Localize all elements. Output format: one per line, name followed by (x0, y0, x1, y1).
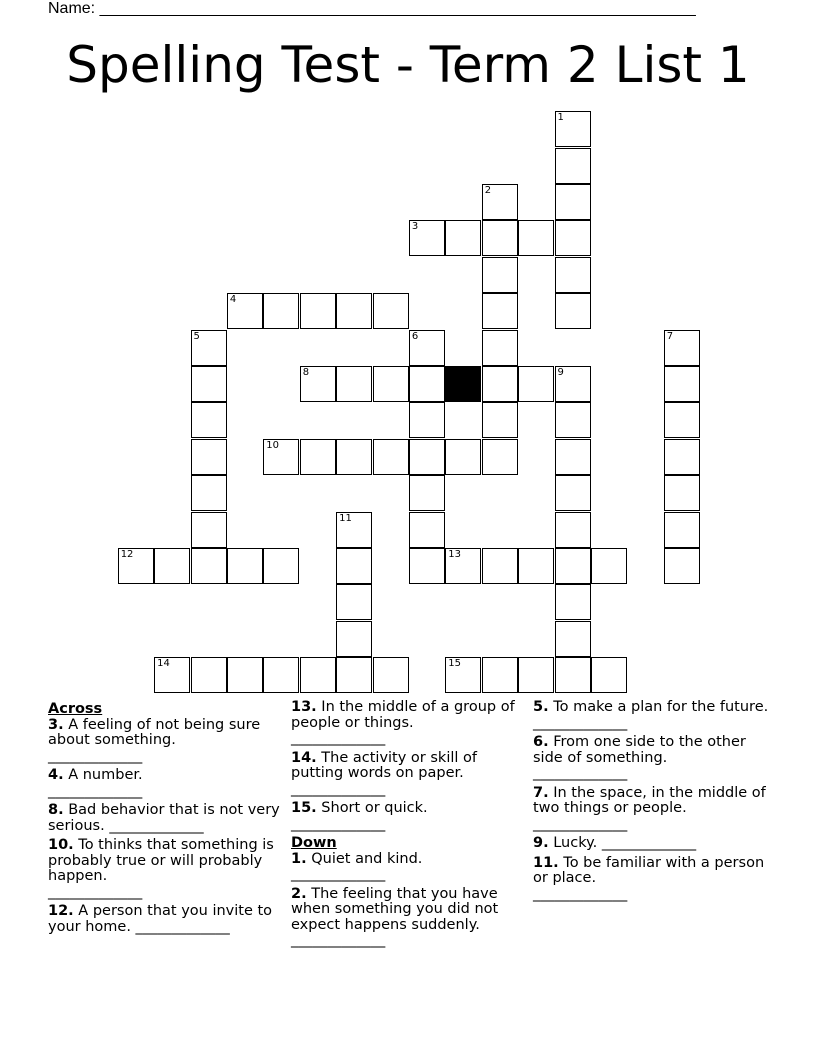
grid-cell[interactable] (664, 548, 700, 584)
clue-9 (533, 836, 769, 852)
grid-cell[interactable] (336, 512, 372, 548)
grid-cell[interactable] (518, 366, 554, 402)
answer-blank[interactable]: _____________ (48, 883, 143, 900)
clue-1 (291, 852, 527, 883)
clue-4 (48, 768, 284, 799)
grid-cell[interactable] (373, 366, 409, 402)
clue-number: 9. (533, 835, 549, 851)
clue-14 (291, 751, 527, 798)
grid-cell[interactable] (555, 111, 591, 147)
clue-number: 8. (48, 802, 64, 818)
answer-blank[interactable]: _____________ (601, 835, 697, 851)
grid-cell[interactable] (555, 439, 591, 475)
grid-cell[interactable] (373, 439, 409, 475)
grid-cell[interactable] (409, 512, 445, 548)
clue-text: The activity or skill of putting words on paper. (291, 749, 477, 781)
clue-number: 14. (291, 749, 317, 766)
grid-cell[interactable] (591, 548, 627, 584)
clue-text: From one side to the other side of something. (533, 734, 746, 766)
grid-cell[interactable] (555, 548, 591, 584)
name-field[interactable]: Name: ___________________________________________________________________ (48, 0, 696, 17)
clue-number: 10. (48, 837, 74, 853)
grid-cell[interactable] (336, 293, 372, 329)
clue-7 (533, 786, 769, 833)
clue-number: 5. (533, 699, 549, 715)
grid-cell[interactable] (191, 439, 227, 475)
clue-number: 1. (291, 850, 307, 867)
clue-8 (48, 803, 284, 834)
grid-cell[interactable] (373, 657, 409, 693)
grid-cell[interactable] (227, 293, 263, 329)
grid-cell[interactable] (227, 657, 263, 693)
clues-column-2 (291, 700, 527, 953)
answer-blank[interactable]: _____________ (291, 932, 386, 948)
grid-cell[interactable] (300, 293, 336, 329)
grid-cell[interactable] (482, 402, 518, 438)
clue-number: 7. (533, 784, 549, 801)
grid-cell[interactable] (591, 657, 627, 693)
clue-12 (48, 904, 284, 935)
grid-cell[interactable] (409, 439, 445, 475)
grid-cell[interactable] (664, 512, 700, 548)
grid-cell[interactable] (555, 184, 591, 220)
grid-cell[interactable] (300, 366, 336, 402)
clue-number-12: 12 (120, 549, 134, 560)
clue-number-14: 14 (157, 658, 170, 670)
grid-cell[interactable] (409, 402, 445, 438)
clue-text: The feeling that you have when something you did not expect happens suddenly. (291, 885, 499, 933)
grid-cell[interactable] (191, 366, 227, 402)
grid-cell[interactable] (555, 148, 591, 184)
grid-cell[interactable] (191, 330, 227, 366)
grid-cell[interactable] (300, 439, 336, 475)
answer-blank[interactable]: _____________ (48, 747, 143, 764)
answer-blank[interactable]: _____________ (533, 714, 628, 731)
grid-cell[interactable] (263, 293, 299, 329)
grid-cell[interactable] (336, 366, 372, 402)
clue-text: A feeling of not being sure about something. (48, 716, 261, 748)
grid-cell[interactable] (555, 584, 591, 620)
clue-number: 13. (291, 699, 317, 715)
grid-cell[interactable] (154, 548, 190, 584)
grid-cell[interactable] (664, 475, 700, 511)
clue-text: In the space, in the middle of two things or people. (533, 784, 766, 816)
grid-cell[interactable] (409, 220, 445, 256)
clue-heading-across: Across (48, 701, 103, 717)
clue-text: To thinks that something is probably true or will probably happen. (48, 837, 274, 884)
clue-number: 12. (48, 903, 74, 919)
grid-cell[interactable] (409, 548, 445, 584)
clue-number-7: 7 (666, 330, 674, 342)
clue-6 (533, 735, 769, 782)
grid-cell[interactable] (263, 548, 299, 584)
grid-cell[interactable] (482, 330, 518, 366)
clue-text: Short or quick. (316, 800, 428, 816)
answer-blank[interactable]: _____________ (109, 817, 204, 834)
clue-text: In the middle of a group of people or things. (291, 699, 515, 731)
grid-cell[interactable] (191, 548, 227, 584)
clue-13 (291, 700, 527, 747)
clue-5 (533, 700, 769, 731)
clue-text: A person that you invite to your home. (48, 903, 273, 935)
clue-number-5: 5 (193, 330, 200, 342)
grid-cell[interactable] (482, 439, 518, 475)
grid-cell[interactable] (482, 220, 518, 256)
clue-number-8: 8 (302, 367, 310, 378)
grid-cell[interactable] (555, 512, 591, 548)
grid-cell[interactable] (336, 548, 372, 584)
clue-number: 6. (533, 734, 549, 750)
clue-text: A number. (63, 767, 143, 783)
grid-cell[interactable] (409, 330, 445, 366)
grid-cell[interactable] (518, 657, 554, 693)
answer-blank[interactable]: _____________ (48, 782, 143, 799)
clue-number: 3. (48, 716, 64, 733)
clue-number-2: 2 (484, 185, 492, 196)
clue-10 (48, 838, 284, 900)
answer-blank[interactable]: _____________ (291, 780, 386, 797)
clue-number-15: 15 (448, 658, 462, 670)
grid-cell[interactable] (263, 439, 299, 475)
grid-cell[interactable] (555, 220, 591, 256)
clue-number-10: 10 (266, 439, 280, 451)
answer-blank[interactable]: _____________ (135, 918, 230, 935)
grid-cell[interactable] (482, 293, 518, 329)
grid-cell[interactable] (409, 366, 445, 402)
clue-number-13: 13 (448, 549, 462, 560)
grid-cell[interactable] (482, 257, 518, 293)
grid-cell[interactable] (191, 657, 227, 693)
grid-cell[interactable] (227, 548, 263, 584)
answer-blank[interactable]: _____________ (533, 765, 628, 781)
clue-text: To make a plan for the future. (548, 699, 769, 715)
grid-cell[interactable] (518, 548, 554, 584)
clue-2 (291, 887, 527, 949)
page-title: Spelling Test - Term 2 List 1 (66, 36, 750, 94)
clue-number-3: 3 (411, 221, 419, 233)
grid-cell[interactable] (373, 293, 409, 329)
grid-cell[interactable] (263, 657, 299, 693)
grid-cell[interactable] (336, 621, 372, 657)
grid-cell[interactable] (154, 657, 190, 693)
grid-cell[interactable] (445, 548, 481, 584)
black-cell (445, 366, 481, 402)
clues-column-1 (48, 700, 284, 939)
grid-cell[interactable] (664, 439, 700, 475)
grid-cell[interactable] (191, 402, 227, 438)
grid-cell[interactable] (445, 439, 481, 475)
answer-blank[interactable]: _____________ (533, 885, 628, 902)
clue-number-4: 4 (229, 294, 237, 306)
clue-number: 4. (48, 767, 64, 783)
clue-15 (291, 801, 527, 832)
grid-cell[interactable] (664, 366, 700, 402)
grid-cell[interactable] (518, 220, 554, 256)
grid-cell[interactable] (118, 548, 154, 584)
answer-blank[interactable]: _____________ (291, 866, 386, 882)
grid-cell[interactable] (445, 220, 481, 256)
grid-cell[interactable] (482, 657, 518, 693)
clue-number-1: 1 (557, 112, 564, 124)
grid-cell[interactable] (191, 475, 227, 511)
grid-cell[interactable] (664, 402, 700, 438)
grid-cell[interactable] (555, 621, 591, 657)
clue-heading-down: Down (291, 835, 337, 851)
answer-blank[interactable]: _____________ (291, 815, 386, 832)
clue-11 (533, 856, 769, 903)
clues-column-3 (533, 700, 769, 906)
grid-cell[interactable] (336, 657, 372, 693)
clue-number-9: 9 (557, 367, 564, 378)
clue-number-11: 11 (339, 512, 352, 524)
answer-blank[interactable]: _____________ (533, 815, 628, 832)
grid-cell[interactable] (555, 293, 591, 329)
grid-cell[interactable] (664, 330, 700, 366)
grid-cell[interactable] (482, 184, 518, 220)
grid-cell[interactable] (300, 657, 336, 693)
clue-text: To be familiar with a person or place. (533, 854, 765, 886)
grid-cell[interactable] (336, 439, 372, 475)
grid-cell[interactable] (482, 366, 518, 402)
clue-3 (48, 718, 284, 765)
grid-cell[interactable] (482, 548, 518, 584)
grid-cell[interactable] (336, 584, 372, 620)
clue-text: Lucky. (548, 835, 602, 851)
grid-cell[interactable] (191, 512, 227, 548)
clue-number: 11. (533, 854, 559, 871)
grid-cell[interactable] (555, 402, 591, 438)
clue-text: Bad behavior that is not very serious. (48, 802, 280, 834)
clue-number: 2. (291, 885, 307, 902)
clue-text: Quiet and kind. (306, 850, 423, 867)
clue-number: 15. (291, 800, 317, 816)
grid-cell[interactable] (555, 475, 591, 511)
grid-cell[interactable] (555, 257, 591, 293)
clue-number-6: 6 (411, 330, 419, 342)
answer-blank[interactable]: _____________ (291, 730, 386, 746)
grid-cell[interactable] (445, 657, 481, 693)
grid-cell[interactable] (409, 475, 445, 511)
grid-cell[interactable] (555, 366, 591, 402)
grid-cell[interactable] (555, 657, 591, 693)
